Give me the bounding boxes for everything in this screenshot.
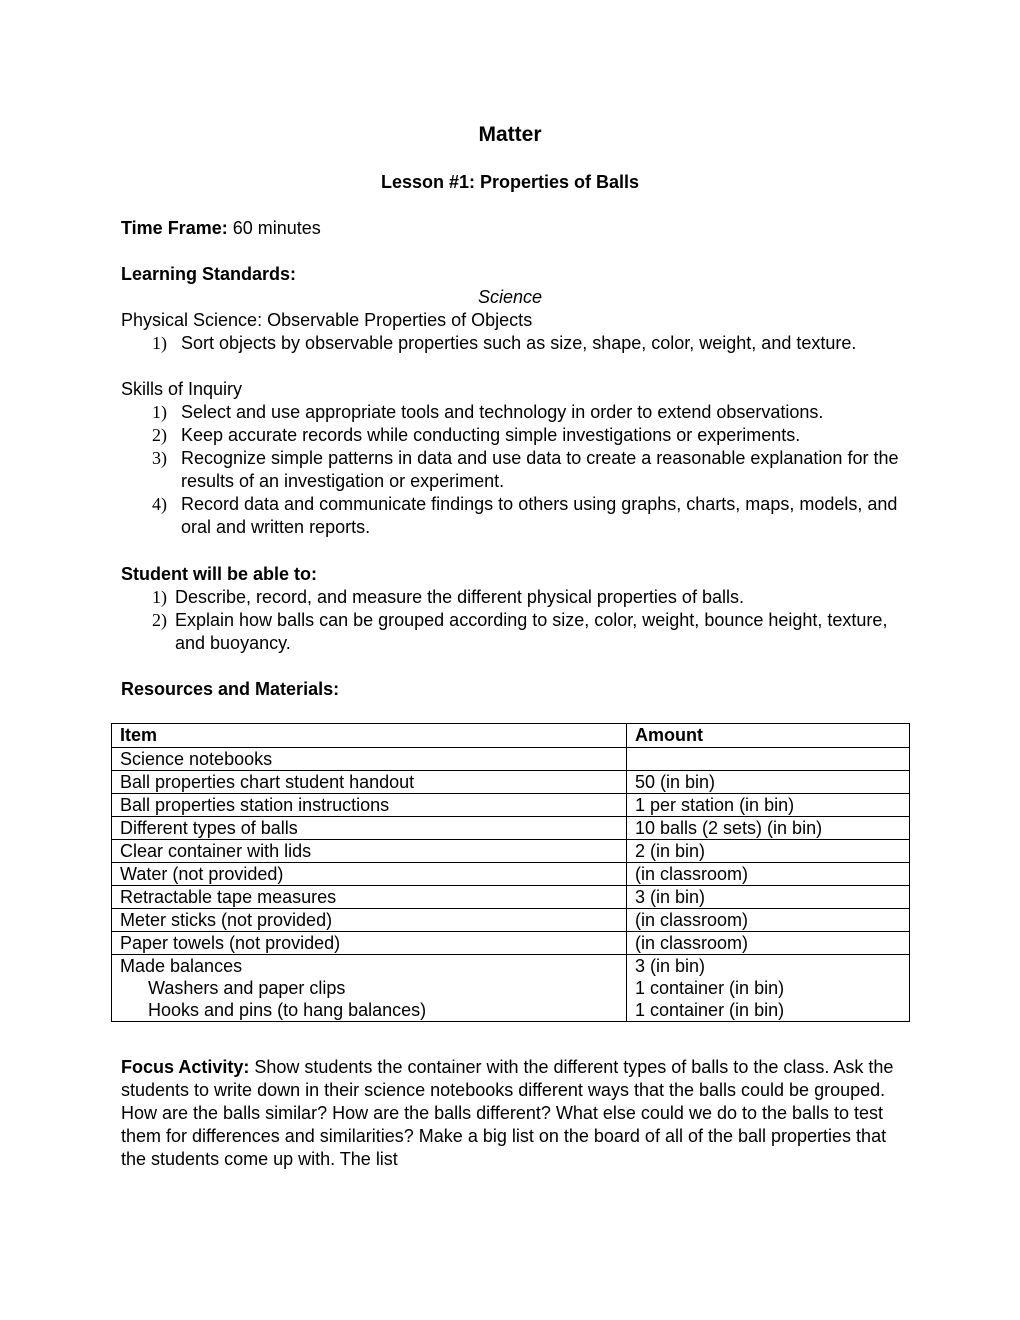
document-title: Matter: [478, 123, 542, 146]
header-amount: Amount: [627, 724, 910, 748]
resources-heading: Resources and Materials:: [121, 679, 340, 699]
list-number: 1): [152, 333, 167, 353]
skills-heading: Skills of Inquiry: [121, 379, 243, 399]
cell-item: Water (not provided): [112, 863, 627, 886]
list-item: [121, 447, 911, 493]
list-item: [121, 493, 911, 539]
cell-item: Paper towels (not provided): [112, 932, 627, 955]
learning-standards-heading: Learning Standards:: [121, 264, 297, 284]
student-objectives-heading: Student will be able to:: [121, 564, 318, 584]
focus-activity-paragraph: [121, 1056, 911, 1171]
physical-science-list: [121, 332, 911, 355]
cell-amount: (in classroom): [627, 909, 910, 932]
list-item: [121, 332, 911, 355]
list-text: Explain how balls can be grouped according to size, color, weight, bounce height, texture, and buoyancy.: [175, 610, 888, 653]
list-text: Record data and communicate findings to others using graphs, charts, maps, models, and oral and written reports.: [181, 494, 898, 537]
cell-amount: (in classroom): [627, 863, 910, 886]
table-row: [112, 748, 910, 771]
lesson-subtitle: Lesson #1: Properties of Balls: [380, 172, 640, 192]
list-number: 2): [152, 610, 167, 630]
cell-item: Retractable tape measures: [112, 886, 627, 909]
cell-item: Hooks and pins (to hang balances): [112, 999, 627, 1022]
skills-list: [121, 401, 911, 539]
cell-item: Made balances: [112, 955, 627, 978]
list-number: 3): [152, 448, 167, 468]
cell-amount: 3 (in bin): [627, 955, 910, 978]
science-subheading: Science: [477, 287, 543, 307]
table-row: [112, 863, 910, 886]
table-row: [112, 977, 910, 999]
list-text: Describe, record, and measure the different physical properties of balls.: [175, 587, 744, 607]
table-row: [112, 794, 910, 817]
table-row: [112, 909, 910, 932]
time-frame-label: Time Frame:: [121, 218, 228, 238]
cell-amount: 50 (in bin): [627, 771, 910, 794]
list-number: 1): [152, 587, 167, 607]
student-objectives-list: [121, 586, 911, 655]
cell-amount: 1 container (in bin): [627, 999, 910, 1022]
cell-amount: 3 (in bin): [627, 886, 910, 909]
cell-amount: (in classroom): [627, 932, 910, 955]
table-row: [112, 771, 910, 794]
table-row: [112, 932, 910, 955]
list-item: [121, 609, 911, 655]
cell-item: Washers and paper clips: [112, 977, 627, 999]
cell-amount: 1 per station (in bin): [627, 794, 910, 817]
cell-amount: 1 container (in bin): [627, 977, 910, 999]
cell-amount: 2 (in bin): [627, 840, 910, 863]
focus-activity-text: Show students the container with the different types of balls to the class. Ask the students to write down in their science notebooks different ways that the balls could be grouped. How are the balls similar? How are the balls different? What else could we do to the balls to test them for differences and similarities? Make a big list on the board of all of the ball properties that the students come up with. The list: [121, 1057, 894, 1169]
list-number: 4): [152, 494, 167, 514]
cell-item: Ball properties chart student handout: [112, 771, 627, 794]
list-item: [121, 401, 911, 424]
cell-item: Different types of balls: [112, 817, 627, 840]
physical-science-heading: Physical Science: Observable Properties of Objects: [121, 310, 533, 330]
table-row: [112, 999, 910, 1022]
list-item: [121, 424, 911, 447]
time-frame-value: 60 minutes: [227, 218, 321, 238]
cell-amount: 10 balls (2 sets) (in bin): [627, 817, 910, 840]
cell-item: Ball properties station instructions: [112, 794, 627, 817]
cell-item: Meter sticks (not provided): [112, 909, 627, 932]
list-number: 1): [152, 402, 167, 422]
list-text: Keep accurate records while conducting simple investigations or experiments.: [181, 425, 801, 445]
table-row: [112, 817, 910, 840]
list-text: Recognize simple patterns in data and use data to create a reasonable explanation for the results of an investigation or experiment.: [181, 448, 899, 491]
table-header-row: [112, 724, 910, 748]
cell-item: Clear container with lids: [112, 840, 627, 863]
table-row: [112, 840, 910, 863]
list-item: [121, 586, 911, 609]
time-frame-line: [121, 217, 321, 240]
list-number: 2): [152, 425, 167, 445]
cell-amount: [627, 748, 910, 771]
list-text: Sort objects by observable properties such as size, shape, color, weight, and texture.: [181, 333, 857, 353]
table-row: [112, 955, 910, 978]
cell-item: Science notebooks: [112, 748, 627, 771]
header-item: Item: [112, 724, 627, 748]
table-row: [112, 886, 910, 909]
focus-activity-label: Focus Activity:: [121, 1057, 250, 1077]
list-text: Select and use appropriate tools and technology in order to extend observations.: [181, 402, 824, 422]
materials-table: [111, 723, 910, 1022]
